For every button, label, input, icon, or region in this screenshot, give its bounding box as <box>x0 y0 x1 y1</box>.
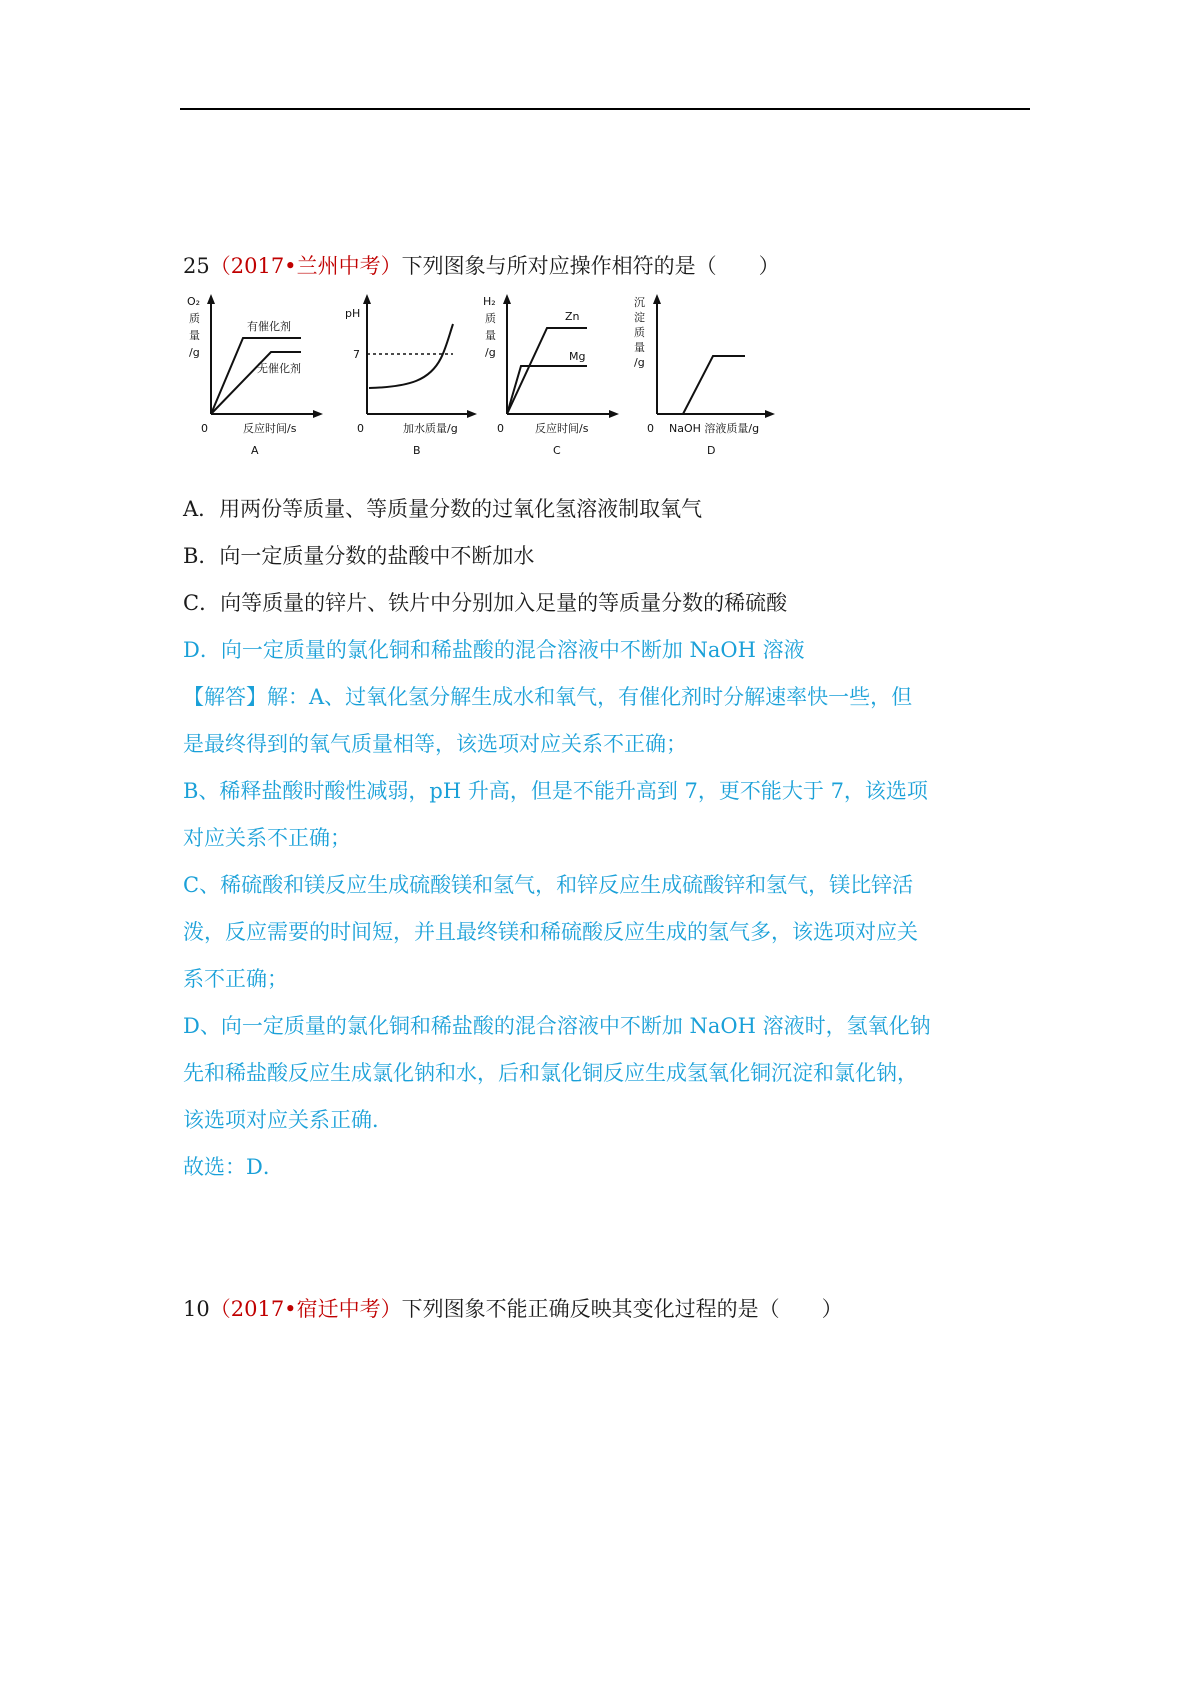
question-text: 下列图象与所对应操作相符的是（ ） <box>401 254 780 278</box>
answer-line-10: 该选项对应关系正确． <box>183 1108 393 1132</box>
question-number: 10 <box>183 1297 210 1321</box>
answer-line-11: 故选：D． <box>183 1155 284 1179</box>
graph-a-ylabel-1: O₂ <box>187 295 201 308</box>
answer-line-5: C、稀硫酸和镁反应生成硫酸镁和氢气，和锌反应生成硫酸锌和氢气，镁比锌活 <box>183 873 914 897</box>
graph-a-ylabel-2: 质 <box>189 312 200 325</box>
graph-d-ylabel-1: 沉 <box>634 296 645 309</box>
graph-c-ylabel-1: H₂ <box>483 295 496 308</box>
answer-line-2: 是最终得到的氧气质量相等，该选项对应关系不正确； <box>183 732 687 756</box>
graph-a-caption: A <box>251 444 259 457</box>
header-rule <box>180 108 1030 110</box>
question-source: （2017•兰州中考） <box>209 254 402 278</box>
graph-d-ylabel-2: 淀 <box>634 311 645 324</box>
graph-c-series-mg: Mg <box>569 350 586 363</box>
answer-line-9: 先和稀盐酸反应生成氯化钠和水，后和氯化铜反应生成氢氧化铜沉淀和氯化钠， <box>183 1061 918 1085</box>
graph-d <box>634 294 775 457</box>
graph-a-xlabel: 反应时间/s <box>243 422 297 435</box>
graph-a-origin: 0 <box>201 422 208 435</box>
graph-b-ytick: 7 <box>353 348 360 361</box>
graph-d-xlabel: NaOH 溶液质量/g <box>669 422 760 435</box>
graph-a-ylabel-3: 量 <box>189 329 200 342</box>
answer-line-6: 泼，反应需要的时间短，并且最终镁和稀硫酸反应生成的氢气多，该选项对应关 <box>183 920 918 944</box>
graph-c-ylabel-2: 质 <box>485 312 496 325</box>
option-c: C．向等质量的锌片、铁片中分别加入足量的等质量分数的稀硫酸 <box>183 591 788 615</box>
graph-b-ylabel: pH <box>345 307 361 320</box>
graph-d-ylabel-5: /g <box>634 356 645 369</box>
graph-d-ylabel-3: 质 <box>634 326 645 339</box>
answer-line-7: 系不正确； <box>183 967 288 991</box>
answer-line-3: B、稀释盐酸时酸性减弱，pH 升高，但是不能升高到 7，更不能大于 7，该选项 <box>183 779 928 803</box>
graph-b <box>345 294 477 457</box>
question-number: 25 <box>183 254 210 278</box>
graph-b-caption: B <box>413 444 421 457</box>
answer-line-4: 对应关系不正确； <box>183 826 351 850</box>
graph-d-origin: 0 <box>647 422 654 435</box>
graph-c-series-zn: Zn <box>565 310 580 323</box>
graph-d-caption: D <box>707 444 716 457</box>
graph-b-xlabel: 加水质量/g <box>403 422 458 435</box>
graph-a-ylabel-4: /g <box>189 346 200 359</box>
option-d: D．向一定质量的氯化铜和稀盐酸的混合溶液中不断加 NaOH 溶液 <box>183 638 805 662</box>
graph-b-origin: 0 <box>357 422 364 435</box>
question-25-stem <box>183 250 780 280</box>
graph-c-ylabel-4: /g <box>485 346 496 359</box>
graph-c-xlabel: 反应时间/s <box>535 422 589 435</box>
question-10-stem <box>183 1293 843 1323</box>
question-text: 下列图象不能正确反映其变化过程的是（ ） <box>401 1297 843 1321</box>
option-a: A．用两份等质量、等质量分数的过氧化氢溶液制取氧气 <box>183 497 703 521</box>
graph-d-ylabel-4: 量 <box>634 341 645 354</box>
option-b: B．向一定质量分数的盐酸中不断加水 <box>183 544 535 568</box>
graph-c-caption: C <box>553 444 561 457</box>
question-source: （2017•宿迁中考） <box>209 1297 402 1321</box>
graph-a-series-catalyst: 有催化剂 <box>247 320 291 333</box>
graphs-svg <box>185 292 825 474</box>
graph-c <box>483 294 619 457</box>
graph-a-series-nocatalyst: 无催化剂 <box>257 362 301 375</box>
graph-c-ylabel-3: 量 <box>485 329 496 342</box>
graph-c-origin: 0 <box>497 422 504 435</box>
answer-line-8: D、向一定质量的氯化铜和稀盐酸的混合溶液中不断加 NaOH 溶液时，氢氧化钠 <box>183 1014 931 1038</box>
answer-line-1: 【解答】解：A、过氧化氢分解生成水和氧气，有催化剂时分解速率快一些，但 <box>183 685 913 709</box>
graph-a <box>187 294 323 457</box>
question-25-figures <box>185 292 825 474</box>
